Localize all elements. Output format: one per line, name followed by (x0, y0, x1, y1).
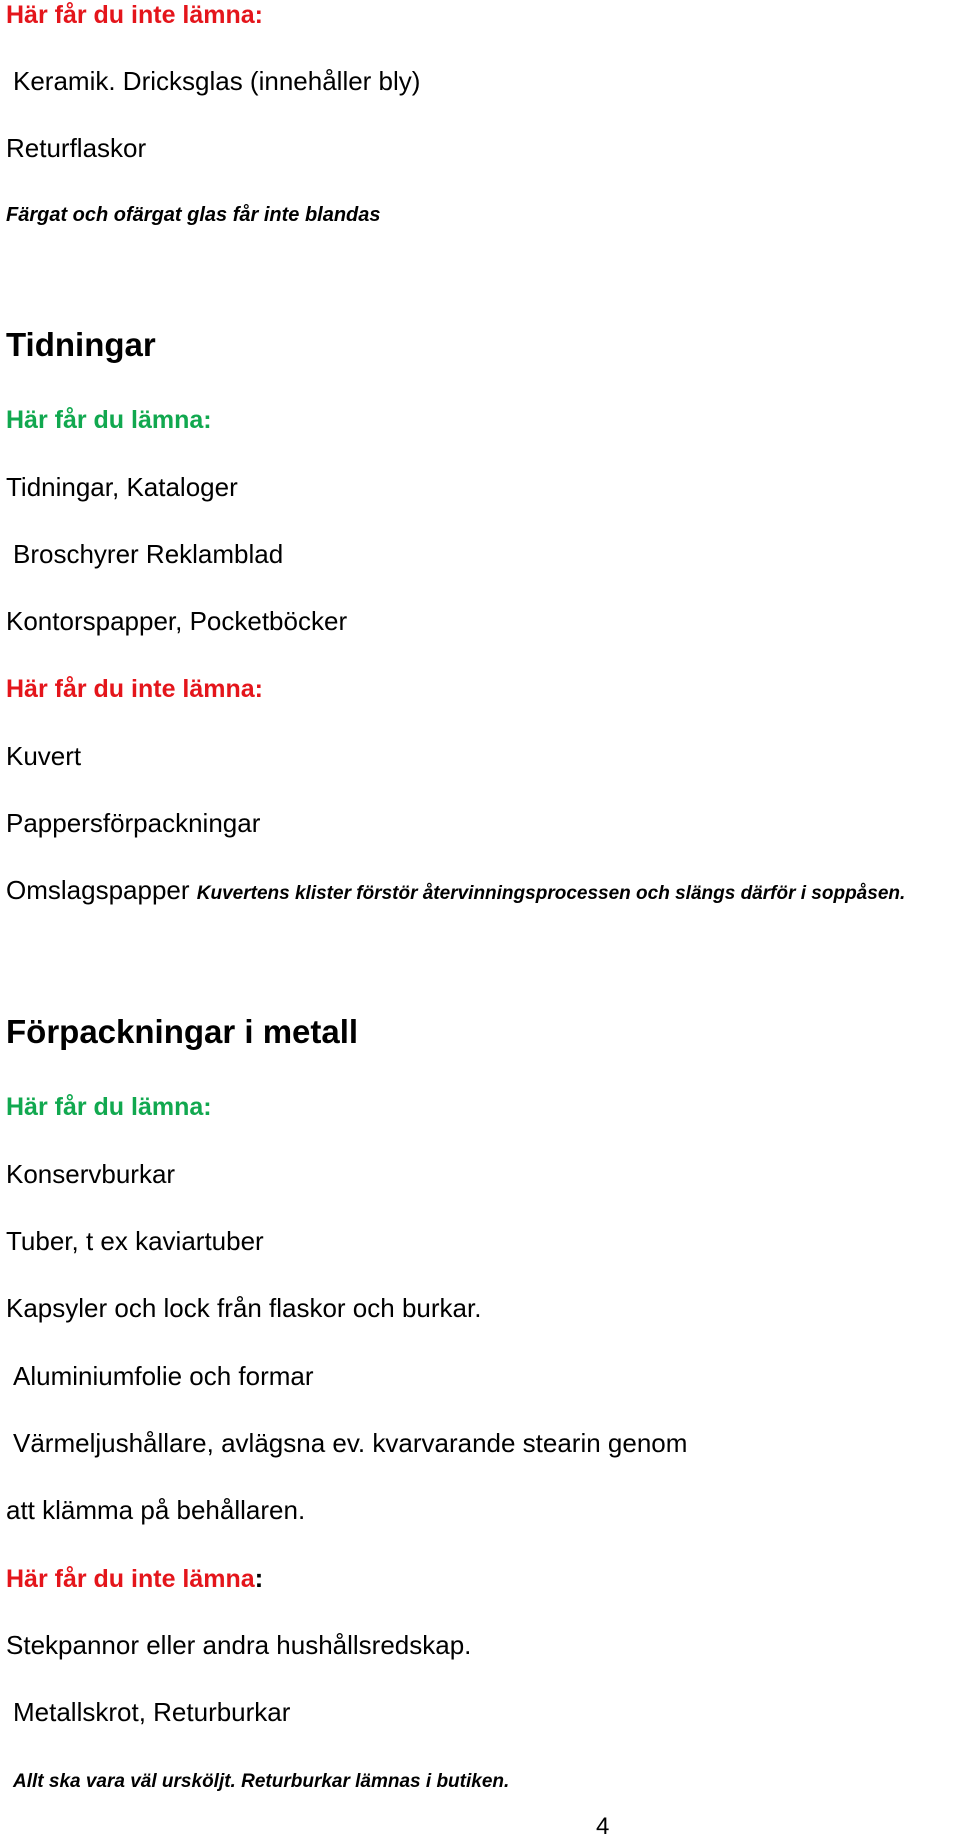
metal-title: Förpackningar i metall (6, 1013, 359, 1050)
newspapers-allowed-heading: Här får du lämna: (6, 406, 212, 434)
newspapers-allowed-item: Tidningar, Kataloger (6, 472, 238, 502)
newspapers-allowed-item: Kontorspapper, Pocketböcker (6, 606, 348, 636)
metal-not-allowed-item: Metallskrot, Returburkar (13, 1697, 291, 1727)
metal-not-allowed-colon: : (254, 1563, 264, 1593)
newspapers-last-line (6, 875, 905, 909)
newspapers-not-allowed-item: Kuvert (6, 741, 82, 771)
newspapers-allowed-item: Broschyrer Reklamblad (13, 539, 284, 569)
newspapers-note: Kuvertens klister förstör återvinningsprocessen och slängs därför i soppåsen. (196, 883, 906, 904)
metal-note: Allt ska vara väl ursköljt. Returburkar lämnas i butiken. (13, 1771, 510, 1792)
metal-not-allowed-heading-line (6, 1563, 263, 1594)
glass-not-allowed-item: Returflaskor (6, 133, 147, 163)
metal-not-allowed-item: Stekpannor eller andra hushållsredskap. (6, 1630, 472, 1660)
newspapers-title: Tidningar (6, 326, 156, 363)
metal-not-allowed-heading: Här får du inte lämna (6, 1565, 255, 1593)
glass-not-allowed-item: Keramik. Dricksglas (innehåller bly) (13, 66, 421, 96)
metal-allowed-item: Värmeljushållare, avlägsna ev. kvarvarande stearin genom (13, 1428, 688, 1458)
metal-allowed-heading: Här får du lämna: (6, 1093, 212, 1121)
metal-allowed-item: att klämma på behållaren. (6, 1495, 306, 1525)
newspapers-not-allowed-heading: Här får du inte lämna: (6, 675, 263, 703)
metal-allowed-item: Konservburkar (6, 1159, 176, 1189)
page-number: 4 (596, 1813, 610, 1840)
metal-allowed-item: Tuber, t ex kaviartuber (6, 1226, 264, 1256)
newspapers-not-allowed-item: Omslagspapper (6, 875, 190, 905)
glass-note: Färgat och ofärgat glas får inte blandas (6, 204, 381, 226)
glass-not-allowed-heading: Här får du inte lämna: (6, 1, 263, 29)
metal-allowed-item: Kapsyler och lock från flaskor och burkar. (6, 1293, 482, 1323)
newspapers-not-allowed-item: Pappersförpackningar (6, 808, 261, 838)
metal-allowed-item: Aluminiumfolie och formar (13, 1361, 314, 1391)
